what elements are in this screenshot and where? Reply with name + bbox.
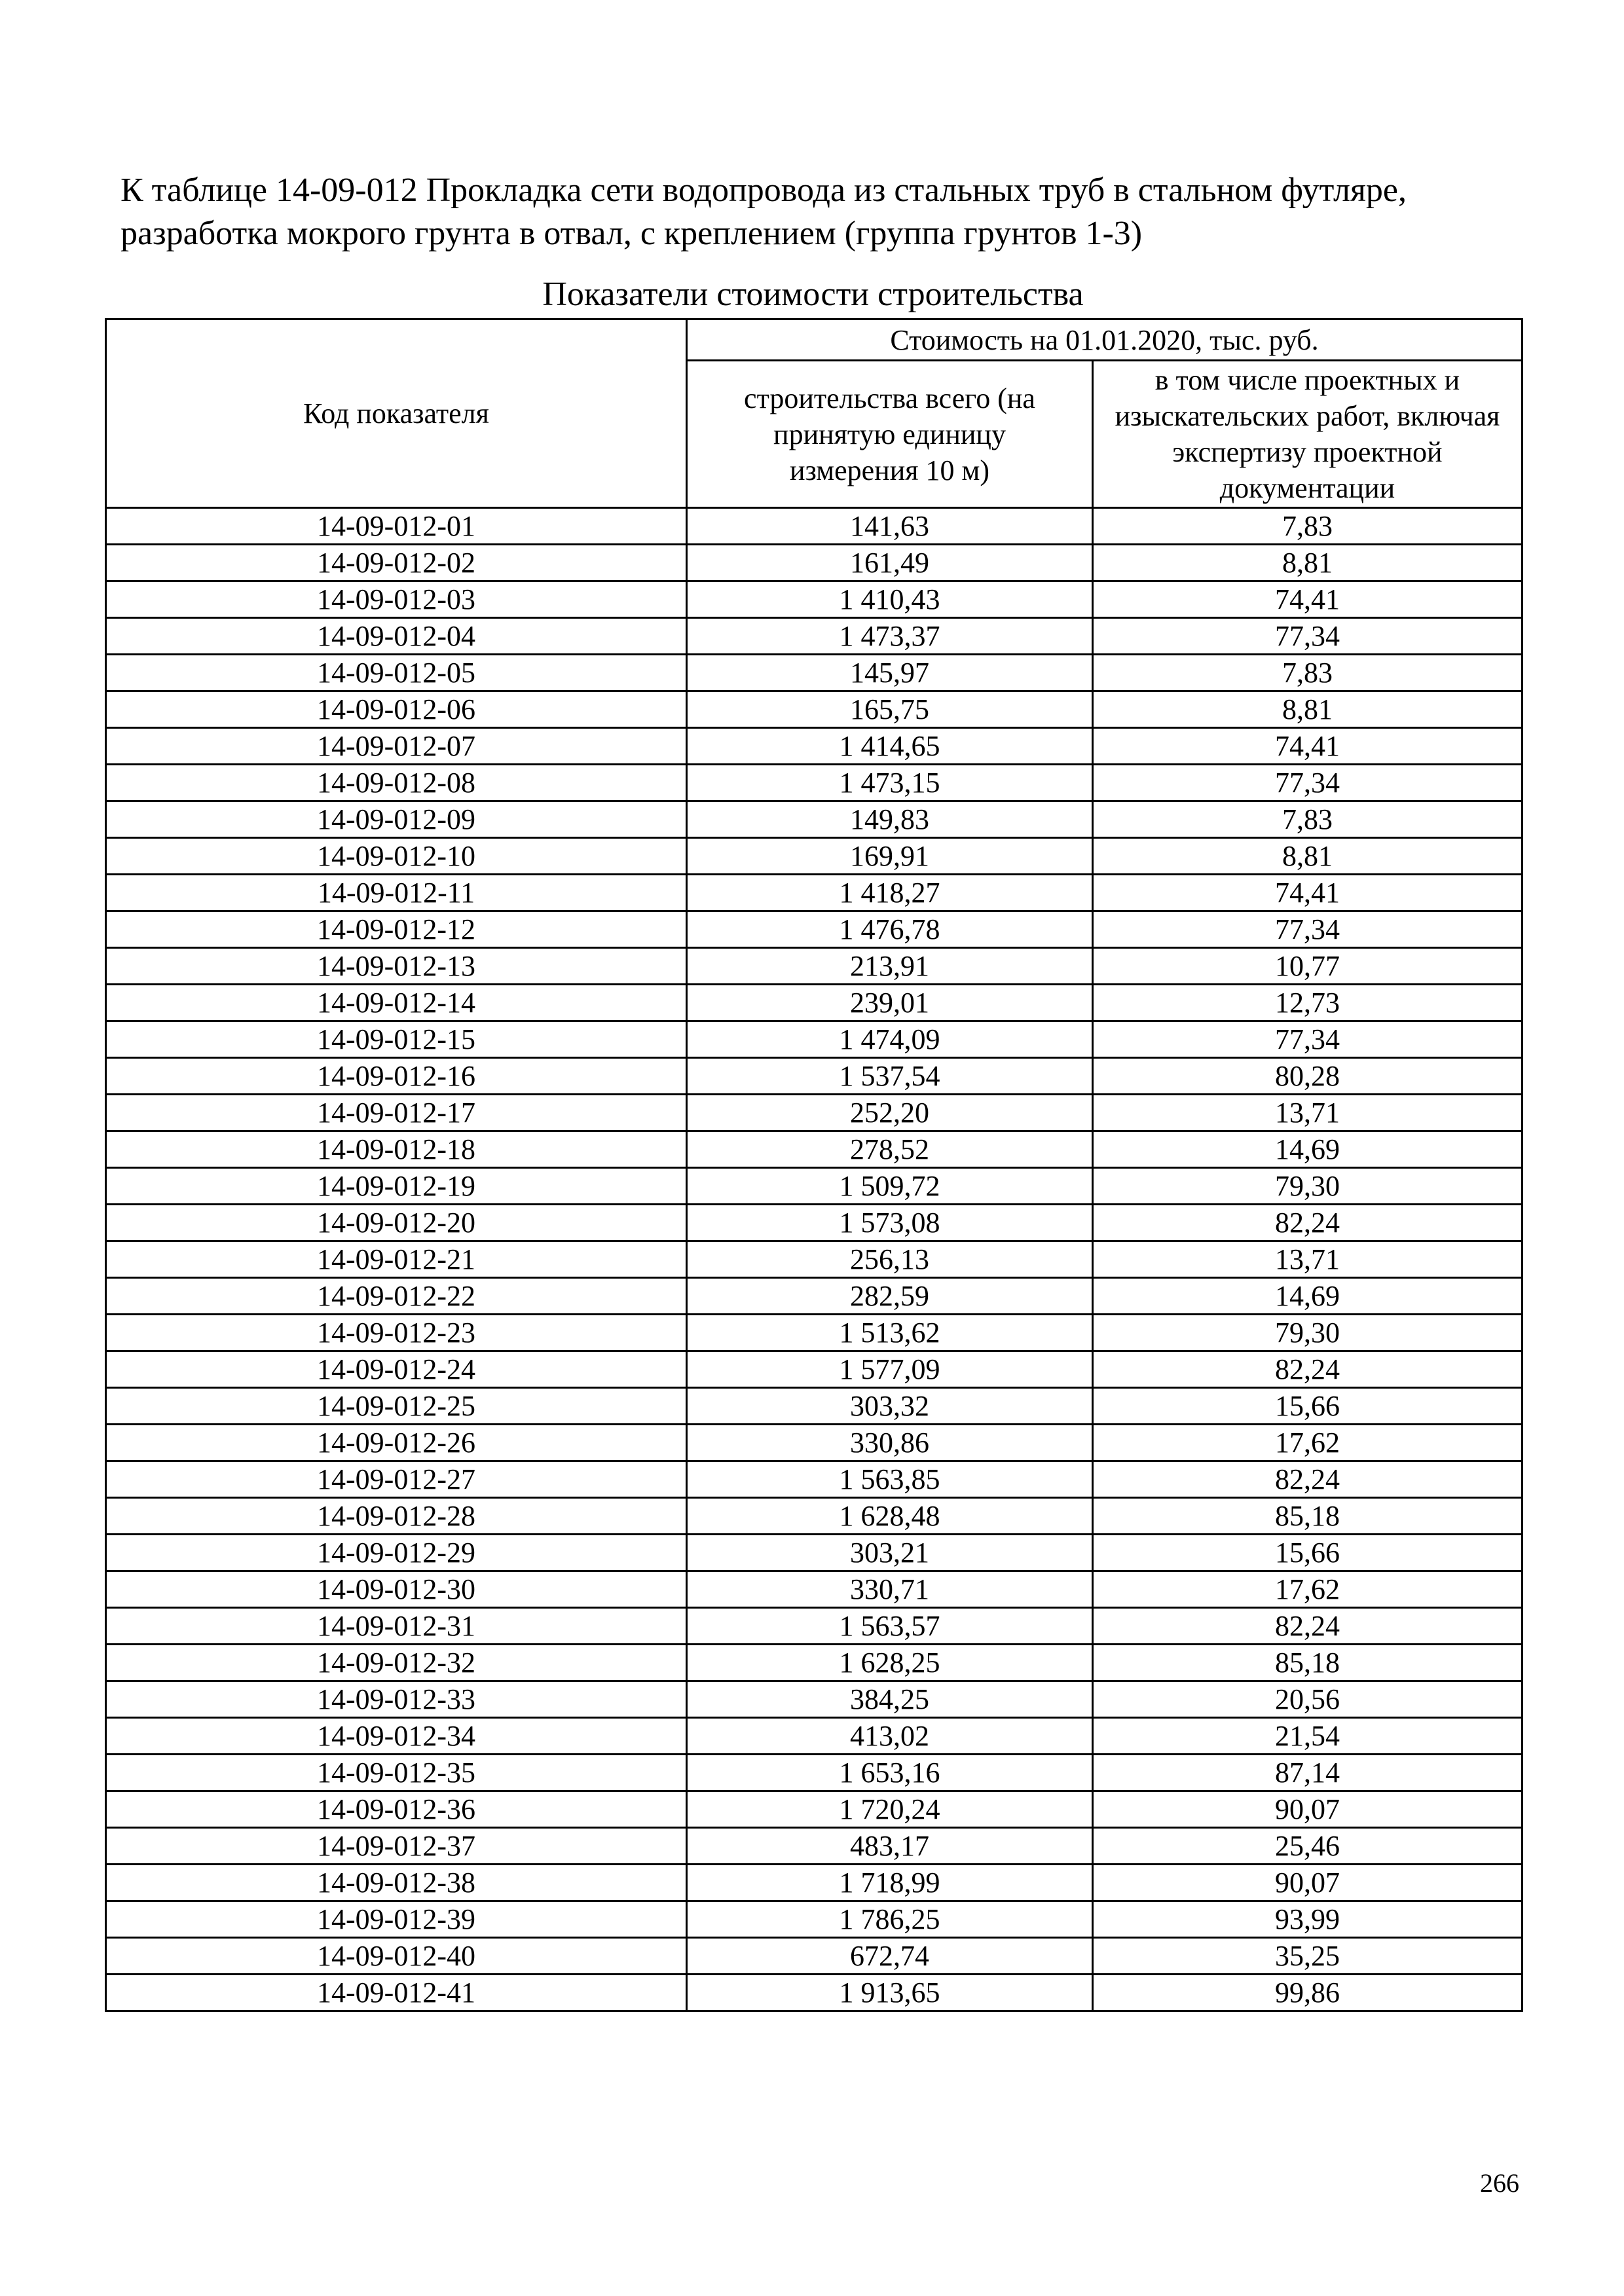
- row-design-cell: 25,46: [1093, 1828, 1522, 1865]
- row-total-cell: 1 718,99: [687, 1865, 1093, 1901]
- table-row: [106, 801, 1522, 838]
- table-row: [106, 1571, 1522, 1608]
- row-total-cell: 239,01: [687, 985, 1093, 1021]
- table-row: [106, 1681, 1522, 1718]
- row-design-cell: 7,83: [1093, 801, 1522, 838]
- row-design-cell: 8,81: [1093, 691, 1522, 728]
- row-total-cell: 330,86: [687, 1425, 1093, 1461]
- table-row: [106, 1938, 1522, 1975]
- table-row: [106, 655, 1522, 691]
- table-row: [106, 948, 1522, 985]
- row-design-cell: 15,66: [1093, 1388, 1522, 1425]
- row-code-cell: 14-09-012-04: [106, 618, 687, 655]
- row-design-cell: 90,07: [1093, 1865, 1522, 1901]
- row-design-cell: 82,24: [1093, 1351, 1522, 1388]
- row-design-cell: 82,24: [1093, 1608, 1522, 1645]
- row-code-cell: 14-09-012-06: [106, 691, 687, 728]
- row-total-cell: 1 513,62: [687, 1315, 1093, 1351]
- row-design-cell: 14,69: [1093, 1131, 1522, 1168]
- row-design-cell: 82,24: [1093, 1461, 1522, 1498]
- row-design-cell: 93,99: [1093, 1901, 1522, 1938]
- row-total-cell: 1 410,43: [687, 581, 1093, 618]
- table-row: [106, 875, 1522, 911]
- document-heading: К таблице 14-09-012 Прокладка сети водопровода из стальных труб в стальном футляре, разработка мокрого грунта в отвал, с креплением (группа грунтов 1-3): [120, 172, 1407, 252]
- row-code-cell: 14-09-012-35: [106, 1755, 687, 1791]
- row-design-cell: 80,28: [1093, 1058, 1522, 1095]
- table-row: [106, 1351, 1522, 1388]
- row-total-cell: 1 628,25: [687, 1645, 1093, 1681]
- table-row: [106, 1461, 1522, 1498]
- table-row: [106, 1608, 1522, 1645]
- row-code-cell: 14-09-012-09: [106, 801, 687, 838]
- row-design-cell: 82,24: [1093, 1205, 1522, 1241]
- row-total-cell: 330,71: [687, 1571, 1093, 1608]
- row-total-cell: 256,13: [687, 1241, 1093, 1278]
- table-row: [106, 1278, 1522, 1315]
- table-body: [106, 508, 1522, 2011]
- table-row: [106, 1498, 1522, 1535]
- row-total-cell: 169,91: [687, 838, 1093, 875]
- row-design-cell: 10,77: [1093, 948, 1522, 985]
- row-total-cell: 165,75: [687, 691, 1093, 728]
- row-code-cell: 14-09-012-14: [106, 985, 687, 1021]
- row-total-cell: 1 509,72: [687, 1168, 1093, 1205]
- table-row: [106, 691, 1522, 728]
- row-total-cell: 1 476,78: [687, 911, 1093, 948]
- row-design-cell: 8,81: [1093, 838, 1522, 875]
- row-total-cell: 303,21: [687, 1535, 1093, 1571]
- header-design-cost: [1093, 361, 1522, 508]
- row-code-cell: 14-09-012-18: [106, 1131, 687, 1168]
- table-row: [106, 1205, 1522, 1241]
- row-design-cell: 21,54: [1093, 1718, 1522, 1755]
- row-code-cell: 14-09-012-13: [106, 948, 687, 985]
- table-caption: Показатели стоимости строительства: [542, 276, 1084, 313]
- row-total-cell: 1 537,54: [687, 1058, 1093, 1095]
- row-code-cell: 14-09-012-33: [106, 1681, 687, 1718]
- row-design-cell: 77,34: [1093, 911, 1522, 948]
- row-code-cell: 14-09-012-26: [106, 1425, 687, 1461]
- table-row: [106, 581, 1522, 618]
- row-design-cell: 35,25: [1093, 1938, 1522, 1975]
- row-design-cell: 79,30: [1093, 1168, 1522, 1205]
- row-total-cell: 141,63: [687, 508, 1093, 545]
- table-row: [106, 1645, 1522, 1681]
- row-total-cell: 1 577,09: [687, 1351, 1093, 1388]
- row-design-cell: 13,71: [1093, 1241, 1522, 1278]
- row-code-cell: 14-09-012-20: [106, 1205, 687, 1241]
- row-code-cell: 14-09-012-01: [106, 508, 687, 545]
- table-row: [106, 1718, 1522, 1755]
- row-total-cell: 1 473,15: [687, 765, 1093, 801]
- row-total-cell: 1 563,85: [687, 1461, 1093, 1498]
- row-total-cell: 1 414,65: [687, 728, 1093, 765]
- row-design-cell: 77,34: [1093, 765, 1522, 801]
- table-row: [106, 911, 1522, 948]
- row-code-cell: 14-09-012-25: [106, 1388, 687, 1425]
- row-design-cell: 74,41: [1093, 875, 1522, 911]
- header-code-label: Код показателя: [303, 397, 489, 429]
- row-code-cell: 14-09-012-29: [106, 1535, 687, 1571]
- row-code-cell: 14-09-012-34: [106, 1718, 687, 1755]
- table-row: [106, 1168, 1522, 1205]
- row-design-cell: 85,18: [1093, 1498, 1522, 1535]
- row-design-cell: 77,34: [1093, 1021, 1522, 1058]
- table-row: [106, 1535, 1522, 1571]
- row-code-cell: 14-09-012-10: [106, 838, 687, 875]
- row-code-cell: 14-09-012-23: [106, 1315, 687, 1351]
- row-total-cell: 213,91: [687, 948, 1093, 985]
- row-total-cell: 1 653,16: [687, 1755, 1093, 1791]
- row-design-cell: 17,62: [1093, 1571, 1522, 1608]
- row-total-cell: 149,83: [687, 801, 1093, 838]
- row-total-cell: 672,74: [687, 1938, 1093, 1975]
- row-design-cell: 20,56: [1093, 1681, 1522, 1718]
- row-total-cell: 384,25: [687, 1681, 1093, 1718]
- table-row: [106, 1791, 1522, 1828]
- row-total-cell: 1 563,57: [687, 1608, 1093, 1645]
- row-code-cell: 14-09-012-11: [106, 875, 687, 911]
- row-design-cell: 17,62: [1093, 1425, 1522, 1461]
- row-total-cell: 413,02: [687, 1718, 1093, 1755]
- row-design-cell: 87,14: [1093, 1755, 1522, 1791]
- page-number: 266: [1480, 2168, 1519, 2198]
- row-code-cell: 14-09-012-16: [106, 1058, 687, 1095]
- row-code-cell: 14-09-012-32: [106, 1645, 687, 1681]
- row-total-cell: 145,97: [687, 655, 1093, 691]
- row-code-cell: 14-09-012-03: [106, 581, 687, 618]
- header-design-cost-label: в том числе проектных и изыскательских работ, включая экспертизу проектной документации: [1115, 364, 1500, 504]
- row-code-cell: 14-09-012-19: [106, 1168, 687, 1205]
- row-total-cell: 1 418,27: [687, 875, 1093, 911]
- row-total-cell: 1 628,48: [687, 1498, 1093, 1535]
- row-code-cell: 14-09-012-22: [106, 1278, 687, 1315]
- table-row: [106, 1755, 1522, 1791]
- table-header: [106, 319, 1522, 508]
- row-total-cell: 483,17: [687, 1828, 1093, 1865]
- row-code-cell: 14-09-012-21: [106, 1241, 687, 1278]
- cost-indicators-table: [105, 318, 1523, 2012]
- row-design-cell: 77,34: [1093, 618, 1522, 655]
- table-row: [106, 765, 1522, 801]
- row-code-cell: 14-09-012-41: [106, 1975, 687, 2011]
- row-code-cell: 14-09-012-07: [106, 728, 687, 765]
- row-code-cell: 14-09-012-02: [106, 545, 687, 581]
- header-code: [106, 319, 687, 508]
- row-code-cell: 14-09-012-37: [106, 1828, 687, 1865]
- row-design-cell: 99,86: [1093, 1975, 1522, 2011]
- row-total-cell: 1 473,37: [687, 618, 1093, 655]
- row-code-cell: 14-09-012-05: [106, 655, 687, 691]
- row-code-cell: 14-09-012-08: [106, 765, 687, 801]
- header-cost-group: Стоимость на 01.01.2020, тыс. руб.: [687, 319, 1522, 361]
- table-row: [106, 1425, 1522, 1461]
- table-row: [106, 1021, 1522, 1058]
- row-design-cell: 7,83: [1093, 508, 1522, 545]
- row-code-cell: 14-09-012-28: [106, 1498, 687, 1535]
- row-total-cell: 1 913,65: [687, 1975, 1093, 2011]
- row-design-cell: 85,18: [1093, 1645, 1522, 1681]
- table-row: [106, 1975, 1522, 2011]
- row-total-cell: 1 573,08: [687, 1205, 1093, 1241]
- row-code-cell: 14-09-012-31: [106, 1608, 687, 1645]
- table-row: [106, 985, 1522, 1021]
- header-total-cost: [687, 361, 1093, 508]
- row-code-cell: 14-09-012-38: [106, 1865, 687, 1901]
- table-row: [106, 1131, 1522, 1168]
- row-design-cell: 15,66: [1093, 1535, 1522, 1571]
- row-design-cell: 7,83: [1093, 655, 1522, 691]
- row-total-cell: 1 474,09: [687, 1021, 1093, 1058]
- row-total-cell: 303,32: [687, 1388, 1093, 1425]
- row-code-cell: 14-09-012-24: [106, 1351, 687, 1388]
- row-code-cell: 14-09-012-30: [106, 1571, 687, 1608]
- row-total-cell: 282,59: [687, 1278, 1093, 1315]
- row-total-cell: 278,52: [687, 1131, 1093, 1168]
- row-design-cell: 13,71: [1093, 1095, 1522, 1131]
- table-row: [106, 508, 1522, 545]
- row-code-cell: 14-09-012-27: [106, 1461, 687, 1498]
- row-code-cell: 14-09-012-17: [106, 1095, 687, 1131]
- row-design-cell: 74,41: [1093, 728, 1522, 765]
- row-code-cell: 14-09-012-39: [106, 1901, 687, 1938]
- table-row: [106, 618, 1522, 655]
- row-total-cell: 161,49: [687, 545, 1093, 581]
- row-code-cell: 14-09-012-15: [106, 1021, 687, 1058]
- row-total-cell: 252,20: [687, 1095, 1093, 1131]
- header-total-cost-label: строительства всего (на принятую единицу измерения 10 м): [744, 382, 1035, 486]
- table-row: [106, 1315, 1522, 1351]
- row-total-cell: 1 720,24: [687, 1791, 1093, 1828]
- table-row: [106, 1241, 1522, 1278]
- row-design-cell: 14,69: [1093, 1278, 1522, 1315]
- table-row: [106, 1865, 1522, 1901]
- table-row: [106, 838, 1522, 875]
- table-row: [106, 1095, 1522, 1131]
- table-row: [106, 1388, 1522, 1425]
- row-code-cell: 14-09-012-36: [106, 1791, 687, 1828]
- table-row: [106, 545, 1522, 581]
- table-row: [106, 1058, 1522, 1095]
- row-code-cell: 14-09-012-12: [106, 911, 687, 948]
- row-design-cell: 12,73: [1093, 985, 1522, 1021]
- row-design-cell: 90,07: [1093, 1791, 1522, 1828]
- row-design-cell: 74,41: [1093, 581, 1522, 618]
- table-row: [106, 1828, 1522, 1865]
- row-total-cell: 1 786,25: [687, 1901, 1093, 1938]
- row-design-cell: 8,81: [1093, 545, 1522, 581]
- row-design-cell: 79,30: [1093, 1315, 1522, 1351]
- row-code-cell: 14-09-012-40: [106, 1938, 687, 1975]
- table-row: [106, 728, 1522, 765]
- table-row: [106, 1901, 1522, 1938]
